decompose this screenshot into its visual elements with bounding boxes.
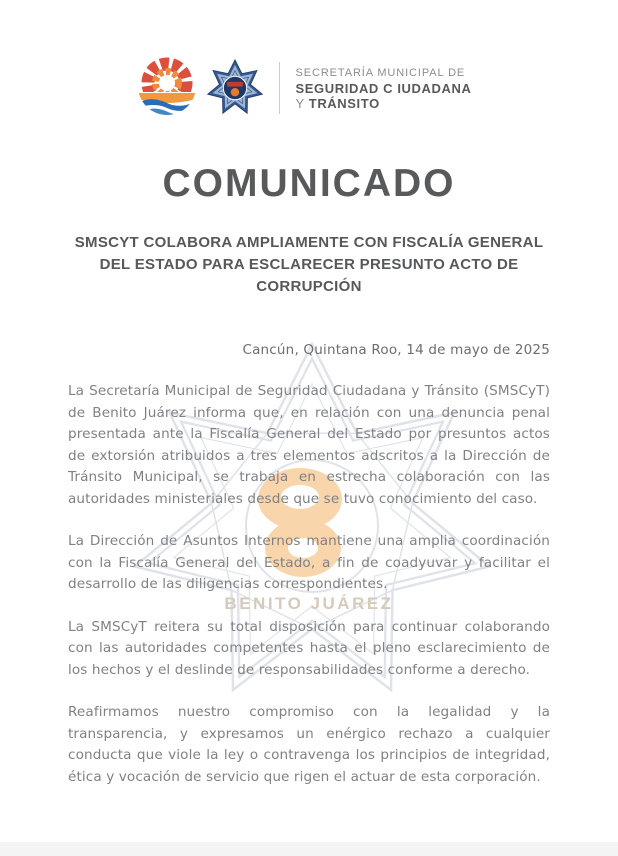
- letterhead: [58, 56, 550, 120]
- org-name-line2: SEGURIDAD C IUDADANA: [295, 80, 472, 96]
- document-title: COMUNICADO: [162, 162, 456, 205]
- header-divider: [279, 62, 280, 114]
- police-star-badge-icon: [207, 57, 263, 119]
- org-name-line3-bold: TRÁNSITO: [308, 95, 380, 111]
- document-subtitle: SMSCYT COLABORA AMPLIAMENTE CON FISCALÍA GENERAL DEL ESTADO PARA ESCLARECER PRESUNTO ACTO DE CORRUPCIÓN: [74, 234, 544, 295]
- body-text: [68, 381, 550, 788]
- org-name-line3: [296, 96, 472, 111]
- dateline: Cancún, Quintana Roo, 14 de mayo de 2025: [242, 342, 550, 358]
- document-content: [0, 56, 618, 788]
- org-name: [296, 66, 472, 111]
- paragraph-3: La SMSCyT reitera su total disposición para continuar colaborando con las autoridades competentes hasta el pleno esclarecimiento de los hechos y el deslinde de responsabilidades conforme a derecho.: [68, 618, 550, 678]
- paragraph-2: La Dirección de Asuntos Internos mantiene una amplia coordinación con la Fiscalía General del Estado, a fin de coadyuvar y facilitar el desarrollo de las diligencias correspondientes.: [68, 533, 550, 592]
- comunicado-document: [0, 56, 618, 856]
- cancun-sun-waves-logo-icon: [137, 56, 197, 120]
- paragraph-4: Reafirmamos nuestro compromiso con la legalidad y la transparencia, y expresamos un enérgico rechazo a cualquier conducta que viole la ley o contravenga los principios de integridad, ética y vocación de servicio que rigen el actuar de esta corporación.: [68, 704, 550, 785]
- watermark-text: BENITO JUÁREZ: [224, 594, 394, 613]
- paragraph-1: La Secretaría Municipal de Seguridad Ciudadana y Tránsito (SMSCyT) de Benito Juárez informa que, en relación con una denuncia penal presentada ante la Fiscalía General del Estado por presuntos actos de extorsión atribuidos a tres elementos adscritos a la Dirección de Tránsito Municipal, se trabaja en estrecha colaboración con las autoridades ministeriales desde que se tuvo conocimiento del caso.: [68, 383, 550, 507]
- org-name-line3-regular: Y: [295, 95, 305, 111]
- footer-strip: [0, 842, 618, 856]
- org-name-line1: SECRETARÍA MUNICIPAL DE: [295, 66, 466, 79]
